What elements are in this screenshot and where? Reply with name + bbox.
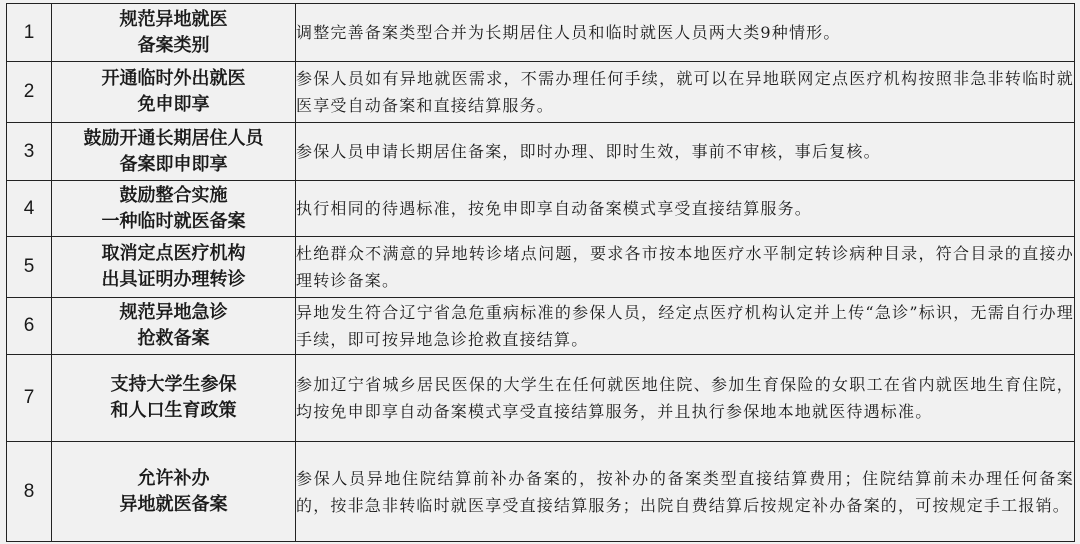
- row-description: 参保人员申请长期居住备案，即时办理、即时生效，事前不审核，事后复核。: [296, 123, 1075, 181]
- table-row: [7, 123, 1075, 181]
- row-title: [52, 181, 296, 237]
- row-description: 异地发生符合辽宁省急危重病标准的参保人员，经定点医疗机构认定并上传“急诊”标识，无需自行办理手续，即可按异地急诊抢救直接结算。: [296, 298, 1075, 355]
- row-title: [52, 123, 296, 181]
- table-row: [7, 442, 1075, 542]
- row-title-line: 出具证明办理转诊: [101, 269, 246, 290]
- row-number: 4: [7, 181, 52, 237]
- row-description: 杜绝群众不满意的异地转诊堵点问题，要求各市按本地医疗水平制定转诊病种目录，符合目录的直接办理转诊备案。: [296, 237, 1075, 298]
- row-number: 2: [7, 62, 52, 123]
- table-row: [7, 181, 1075, 237]
- row-title-line: 备案即申即享: [119, 153, 228, 175]
- row-title-line: 抢救备案: [137, 328, 210, 349]
- row-title-line: 和人口生育政策: [110, 400, 237, 421]
- table-row: [7, 4, 1075, 62]
- row-title-line: 一种临时就医备案: [101, 210, 246, 232]
- row-description: 参保人员如有异地就医需求，不需办理任何手续，就可以在异地联网定点医疗机构按照非急非转临时就医享受自动备案和直接结算服务。: [296, 62, 1075, 123]
- row-number: 3: [7, 123, 52, 181]
- row-number: 6: [7, 298, 52, 355]
- row-title-line: 鼓励开通长期居住人员: [83, 127, 264, 149]
- row-number: 1: [7, 4, 52, 62]
- row-number: 7: [7, 355, 52, 442]
- row-title: [52, 355, 296, 442]
- row-title-line: 取消定点医疗机构: [101, 243, 246, 264]
- row-description: 调整完善备案类型合并为长期居住人员和临时就医人员两大类9种情形。: [296, 4, 1075, 62]
- row-title-line: 异地就医备案: [119, 493, 228, 515]
- row-description: 执行相同的待遇标准，按免申即享自动备案模式享受直接结算服务。: [296, 181, 1075, 237]
- table-row: [7, 298, 1075, 355]
- row-title: [52, 4, 296, 62]
- row-title-line: 免申即享: [137, 94, 210, 115]
- row-title-line: 规范异地就医: [119, 8, 228, 30]
- policy-table: [6, 3, 1075, 542]
- row-title: [52, 62, 296, 123]
- table-row: [7, 62, 1075, 123]
- table-row: [7, 237, 1075, 298]
- table-row: [7, 355, 1075, 442]
- row-description: 参加辽宁省城乡居民医保的大学生在任何就医地住院、参加生育保险的女职工在省内就医地生育住院，均按免申即享自动备案模式享受直接结算服务，并且执行参保地本地就医待遇标准。: [296, 355, 1075, 442]
- row-title-line: 鼓励整合实施: [119, 184, 228, 206]
- row-title: [52, 298, 296, 355]
- row-title: [52, 442, 296, 542]
- row-description: 参保人员异地住院结算前补办备案的，按补办的备案类型直接结算费用；住院结算前未办理任何备案的，按非急非转临时就医享受直接结算服务；出院自费结算后按规定补办备案的，可按规定手工报销。: [296, 442, 1075, 542]
- row-number: 5: [7, 237, 52, 298]
- row-title-line: 允许补办: [137, 467, 210, 489]
- row-number: 8: [7, 442, 52, 542]
- row-title-line: 规范异地急诊: [119, 302, 228, 323]
- row-title-line: 开通临时外出就医: [101, 68, 246, 89]
- row-title: [52, 237, 296, 298]
- row-title-line: 支持大学生参保: [110, 374, 237, 395]
- row-title-line: 备案类别: [137, 34, 210, 56]
